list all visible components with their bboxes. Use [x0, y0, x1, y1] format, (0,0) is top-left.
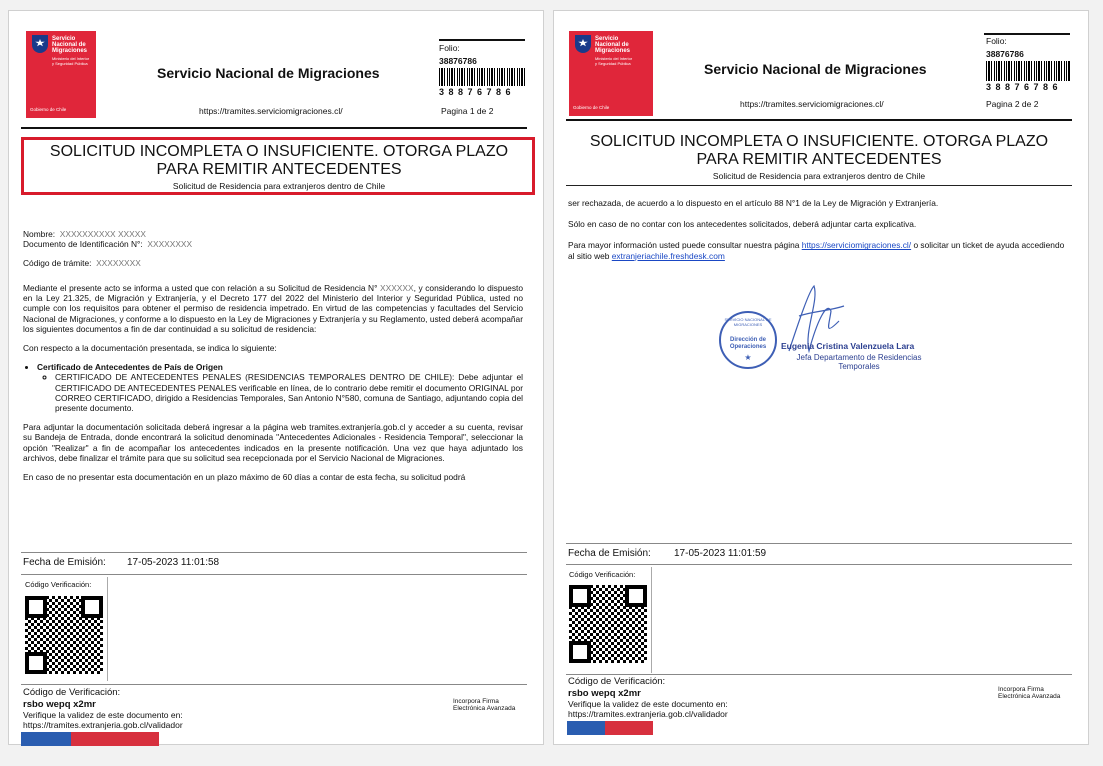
header-url: https://tramites.serviciomigraciones.cl/	[740, 99, 884, 109]
document-page-1	[8, 10, 544, 745]
digital-signature-note: Incorpora Firma Electrónica Avanzada	[453, 698, 516, 712]
verification-note: Verifique la validez de este documento en:	[23, 710, 183, 720]
applicant-info: Nombre: XXXXXXXXXX XXXXX Documento de Identificación N°: XXXXXXXX Código de trámite: XXXXXXXX	[23, 229, 193, 269]
issue-date-label: Fecha de Emisión:	[568, 548, 651, 559]
verification-code: rsbo wepq x2mr	[23, 699, 96, 710]
paragraph-intro: Mediante el presente acto se informa a usted que con relación a su Solicitud de Residencia N° XXXXXX, y considerando lo dispuesto en la Ley 21.325, de Migración y Extranjería, y el Decreto 177 del 2022 del Ministerio del Interior y Seguridad Pública, usted no cumple con los requisitos para obtener el permiso de residencia impetrado. En virtud de las competencias y facultades del Servicio Nacional de Migraciones, y conforme a lo dispuesto en la Ley de Migraciones y Extranjería y su Reglamento, usted deberá acompañar los siguientes documentos a fin de dar continuidad a su solicitud de residencia:	[23, 283, 524, 334]
chile-flag-bar	[567, 721, 653, 735]
issue-date-value: 17-05-2023 11:01:58	[127, 557, 220, 568]
paragraph-rejection: ser rechazada, de acuerdo a lo dispuesto en el artículo 88 N°1 de la Ley de Migración y Extranjería.	[568, 198, 939, 208]
page2-body	[568, 198, 1073, 261]
document-subtitle: Solicitud de Residencia para extranjeros dentro de Chile	[172, 181, 386, 191]
document-title: SOLICITUD INCOMPLETA O INSUFICIENTE. OTORGA PLAZO PARA REMITIR ANTECEDENTES	[589, 133, 1049, 168]
paragraph-respect: Con respecto a la documentación presentada, se indica lo siguiente:	[23, 343, 277, 354]
chile-flag-bar	[21, 732, 159, 746]
chile-coat-of-arms-icon	[32, 35, 48, 53]
folio-number: 38876786	[439, 56, 477, 66]
service-name: Servicio Nacional de Migraciones	[157, 65, 380, 81]
service-name: Servicio Nacional de Migraciones	[704, 61, 927, 77]
main-body	[23, 283, 523, 482]
migraciones-logo: Servicio Nacional de Migraciones Ministerio del Interior y Seguridad Pública Gobierno de Chile	[26, 31, 96, 118]
verification-qr-code	[25, 596, 103, 674]
verification-qr-code	[569, 585, 647, 663]
chile-coat-of-arms-icon	[575, 35, 591, 53]
barcode	[986, 61, 1070, 81]
folio-label: Folio:	[439, 43, 460, 53]
document-page-2	[553, 10, 1089, 745]
header-url: https://tramites.serviciomigraciones.cl/	[199, 106, 343, 116]
page-number: Pagina 1 de 2	[441, 106, 494, 116]
folio-number: 38876786	[986, 49, 1024, 59]
paragraph-contact: Para mayor información usted puede consultar nuestra página https://serviciomigraciones.cl/ o solicitar un ticket de ayuda accediendo al sitio web extranjeriachile.freshdesk.com	[568, 240, 1065, 261]
verification-url: https://tramites.extranjeria.gob.cl/validador	[568, 709, 728, 719]
issue-date-label: Fecha de Emisión:	[23, 557, 106, 568]
barcode-digits: 3 8 8 7 6 7 8 6	[439, 87, 512, 97]
verification-code-label: Código de Verificación:	[568, 676, 666, 687]
barcode	[439, 68, 525, 86]
page-number: Pagina 2 de 2	[986, 99, 1039, 109]
requirements-list	[23, 362, 523, 413]
list-item: ◦ CERTIFICADO DE ANTECEDENTES PENALES (RESIDENCIAS TEMPORALES DENTRO DE CHILE): Debe adjuntar el CERTIFICADO DE ANTECEDENTES PENALES verificable en línea, de lo contrario debe remitir el documento ORIGINAL por CORREO CERTIFICADO, dirigido a Residencias Temporales, San Antonio N°580, comuna de Santiago, adjuntando copia del presente documento.	[55, 372, 523, 413]
paragraph-explanation: Sólo en caso de no contar con los antecedentes solicitados, deberá adjuntar carta explicativa.	[568, 219, 917, 230]
list-item: • Certificado de Antecedentes de País de Origen ◦ CERTIFICADO DE ANTECEDENTES PENALES (RESIDENCIAS TEMPORALES DENTRO DE CHILE): Debe adjuntar el CERTIFICADO DE ANTECEDENTES PENALES verificable en línea, de lo contrario debe remitir el documento ORIGINAL por CORREO CERTIFICADO, dirigido a Residencias Temporales, San Antonio N°580, comuna de Santiago, adjuntando copia del presente documento.	[37, 362, 523, 413]
paragraph-instructions: Para adjuntar la documentación solicitada deberá ingresar a la página web tramites.extranjería.gob.cl y acceder a su cuenta, revisar su Bandeja de Entrada, donde encontrará la solicitud denominada "Antecedentes Adicionales - Residencia Temporal", seleccionar la opción "Realizar" a fin de acompañar los antecedentes indicados en la presente notificación. Una vez que haya adjuntado los archivos, debe finalizar el trámite para que su solicitud sea recepcionada por el Servicio Nacional de Migraciones.	[23, 422, 523, 463]
paragraph-deadline: En caso de no presentar esta documentación en un plazo máximo de 60 días a contar de esta fecha, su solicitud podrá	[23, 472, 466, 483]
verification-label: Código Verificación:	[25, 580, 92, 589]
document-subtitle: Solicitud de Residencia para extranjeros dentro de Chile	[712, 171, 926, 181]
migraciones-website-link[interactable]: https://serviciomigraciones.cl/	[801, 240, 912, 251]
signer-role: Jefa Departamento de Residencias Temporales	[796, 353, 922, 371]
barcode-digits: 3 8 8 7 6 7 8 6	[986, 82, 1059, 92]
signer-name: Eugenia Cristina Valenzuela Lara	[781, 341, 915, 351]
verification-note: Verifique la validez de este documento en:	[568, 699, 728, 709]
verification-code-label: Código de Verificación:	[23, 687, 121, 698]
issue-date-value: 17-05-2023 11:01:59	[674, 548, 767, 559]
official-seal: SERVICIO NACIONAL DE MIGRACIONES Dirección de Operaciones ★	[719, 311, 777, 369]
migraciones-logo: Servicio Nacional de Migraciones Ministerio del Interior y Seguridad Pública Gobierno de Chile	[569, 31, 653, 116]
verification-code: rsbo wepq x2mr	[568, 688, 641, 699]
verification-url: https://tramites.extranjeria.gob.cl/validador	[23, 720, 183, 730]
digital-signature-note: Incorpora Firma Electrónica Avanzada	[998, 686, 1061, 700]
freshdesk-link[interactable]: extranjeriachile.freshdesk.com	[611, 250, 725, 261]
verification-label: Código Verificación:	[569, 570, 636, 579]
document-title: SOLICITUD INCOMPLETA O INSUFICIENTE. OTORGA PLAZO PARA REMITIR ANTECEDENTES	[49, 143, 509, 178]
folio-label: Folio:	[986, 36, 1007, 46]
